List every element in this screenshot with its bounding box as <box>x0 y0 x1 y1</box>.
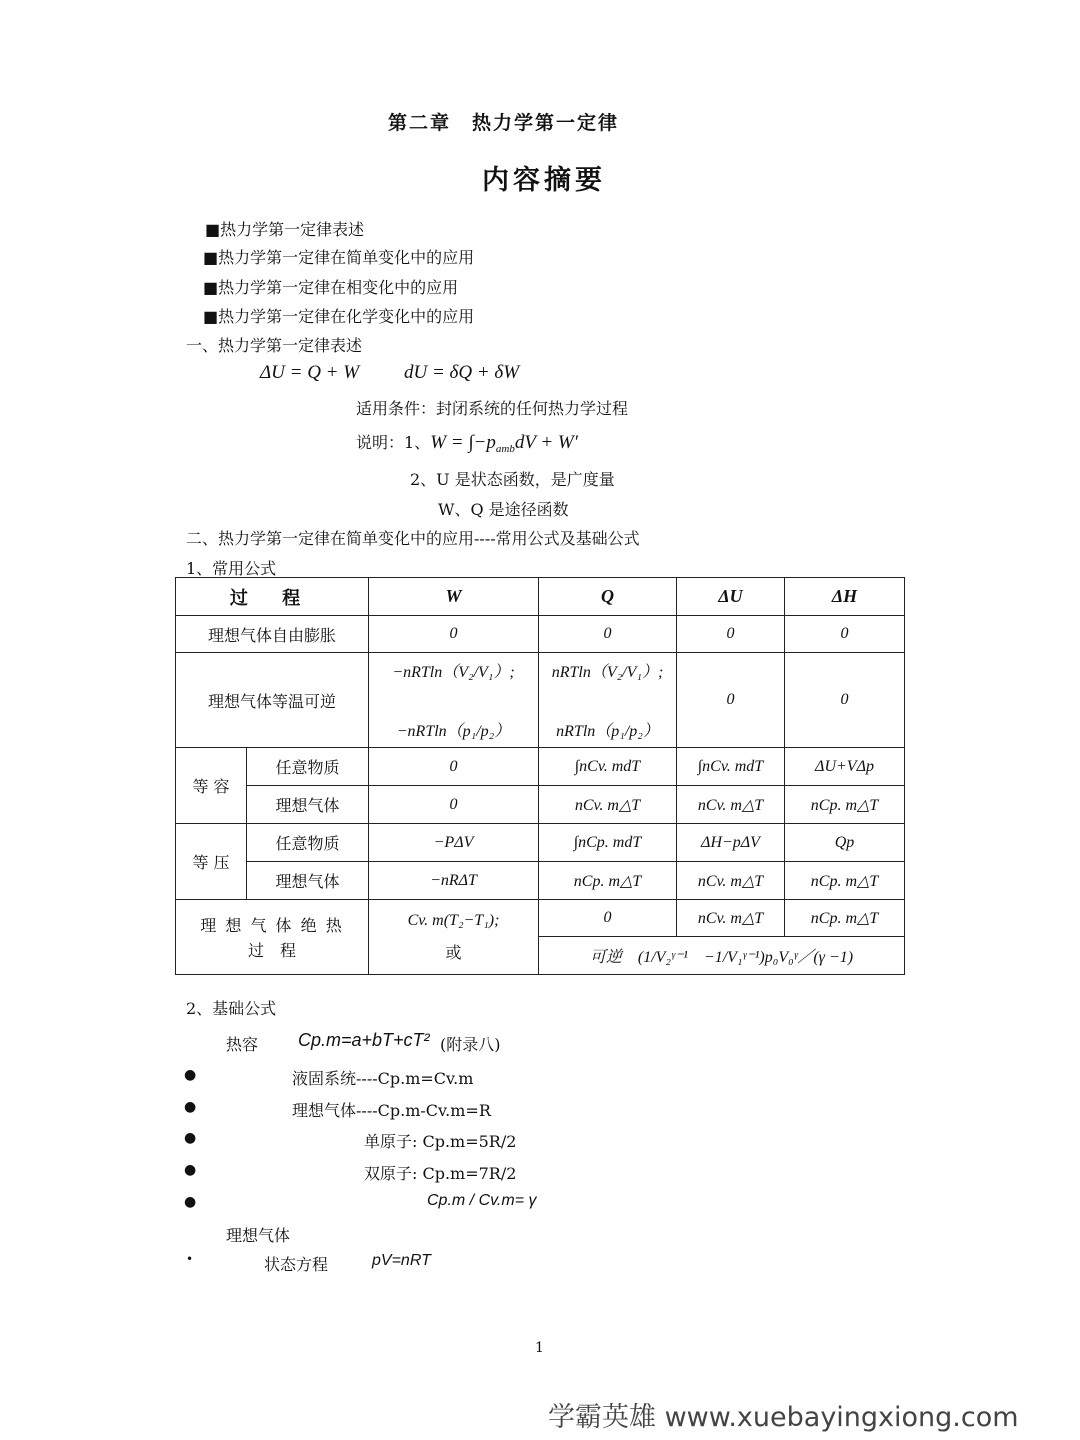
cell-value: nCv. m△T <box>539 786 677 824</box>
page-number: 1 <box>535 1340 544 1356</box>
watermark-footer: 学霸英雄 www.xuebayingxiong.com <box>548 1402 1019 1433</box>
bullet-icon: ● <box>184 1130 197 1146</box>
table-row <box>176 653 905 748</box>
cell-line: 或 <box>445 944 462 962</box>
cell-line: nRTln（V₂/V₁）; <box>551 664 664 681</box>
cell-value: nCp. m△T <box>539 862 677 900</box>
outline-item: ■热力学第一定律在相变化中的应用 <box>203 278 459 297</box>
state-equation-formula: pV=nRT <box>372 1252 431 1269</box>
cell-line: −nRTln（p₁/p₂） <box>396 723 511 740</box>
outline-item: ■热力学第一定律在简单变化中的应用 <box>203 248 475 267</box>
cell-value: ΔH−pΔV <box>677 824 785 862</box>
table-row <box>176 900 905 937</box>
work-formula-sub: amb <box>495 443 515 456</box>
cell-value: 0 <box>369 748 539 786</box>
heat-capacity-label: 热容 <box>226 1035 259 1054</box>
cell-value: −PΔV <box>369 824 539 862</box>
cell-value: ∫nCv. mdT <box>539 748 677 786</box>
common-formulas-heading: 1、常用公式 <box>186 559 277 578</box>
cell-value: ∫nCp. mdT <box>539 824 677 862</box>
cell-value: nCv. m△T <box>677 786 785 824</box>
cell-value: nCp. m△T <box>785 862 905 900</box>
header-process: 过 程 <box>176 578 369 616</box>
list-item: 理想气体----Cp.m-Cv.m=R <box>292 1101 491 1120</box>
row-label: 理想气体等温可逆 <box>176 653 369 748</box>
header-q: Q <box>539 578 677 616</box>
cell-value <box>539 653 677 748</box>
row-label-line: 过 程 <box>247 941 296 960</box>
row-label: 理想气体自由膨胀 <box>176 616 369 653</box>
table-header-row <box>176 578 905 616</box>
cell-value: 0 <box>785 653 905 748</box>
list-item: 液固系统----Cp.m=Cv.m <box>292 1069 474 1088</box>
chapter-title: 第二章 热力学第一定律 <box>388 112 620 134</box>
cell-line: −nRTln（V₂/V₁）; <box>392 664 515 681</box>
cell-value: ΔU+VΔp <box>785 748 905 786</box>
small-bullet-icon: • <box>186 1252 194 1266</box>
note-1 <box>356 430 578 455</box>
row-label: 理想气体 <box>247 862 369 900</box>
table-row <box>176 616 905 653</box>
note-1-prefix: 说明：1、 <box>356 433 431 452</box>
cell-line: Cv. m(T₂−T₁); <box>407 911 500 929</box>
section1-heading: 一、热力学第一定律表述 <box>186 336 363 355</box>
list-item: Cp.m / Cv.m= γ <box>427 1192 537 1209</box>
cell-line: nRTln（p₁/p₂） <box>556 723 659 740</box>
row-label: 任意物质 <box>247 748 369 786</box>
cell-value: 0 <box>369 786 539 824</box>
ideal-gas-label: 理想气体 <box>226 1226 291 1245</box>
cell-value: nCp. m△T <box>785 786 905 824</box>
note-2: 2、U 是状态函数，是广度量 <box>410 470 615 489</box>
cell-value: ∫nCv. mdT <box>677 748 785 786</box>
row-label <box>176 900 369 975</box>
table-row <box>176 786 905 824</box>
table-row <box>176 862 905 900</box>
cell-value: nCp. m△T <box>785 900 905 937</box>
table-row <box>176 748 905 786</box>
bullet-icon: ● <box>184 1194 197 1210</box>
header-dh: ΔH <box>785 578 905 616</box>
note-3: W、Q 是途径函数 <box>438 500 569 519</box>
header-w: W <box>369 578 539 616</box>
row-label-line: 理 想 气 体 绝 热 <box>200 916 344 935</box>
cell-value: nCv. m△T <box>677 862 785 900</box>
group-label: 等 容 <box>176 748 247 824</box>
cell-value: Qp <box>785 824 905 862</box>
cell-value: 0 <box>539 616 677 653</box>
row-label: 任意物质 <box>247 824 369 862</box>
work-formula-tail: dV + W′ <box>514 432 578 453</box>
work-formula: W = ∫−p <box>430 432 496 453</box>
outline-item: ■热力学第一定律表述 <box>205 220 365 239</box>
heat-capacity-formula: Cp.m=a+bT+cT² <box>298 1030 430 1050</box>
bullet-icon: ● <box>184 1067 197 1083</box>
table-row <box>176 824 905 862</box>
formula-table <box>175 577 905 975</box>
heat-capacity-note: (附录八) <box>440 1035 501 1054</box>
cell-value: 0 <box>785 616 905 653</box>
cell-value <box>369 653 539 748</box>
cell-value: 0 <box>539 900 677 937</box>
state-equation-label: 状态方程 <box>264 1255 329 1274</box>
cell-value <box>369 900 539 975</box>
bullet-icon: ● <box>184 1162 197 1178</box>
condition-text: 适用条件：封闭系统的任何热力学过程 <box>356 399 629 418</box>
cell-value: 可逆 (1/V₂ᵞ⁻¹ −1/V₁ᵞ⁻¹)p₀V₀ᵞ／(γ −1) <box>539 937 905 975</box>
cell-value: 0 <box>369 616 539 653</box>
list-item: 单原子: Cp.m=5R/2 <box>364 1132 517 1151</box>
row-label: 理想气体 <box>247 786 369 824</box>
first-law-differential: dU = δQ + δW <box>404 362 520 383</box>
basic-formulas-heading: 2、基础公式 <box>186 999 277 1018</box>
cell-value: 0 <box>677 616 785 653</box>
cell-value: nCv. m△T <box>677 900 785 937</box>
list-item: 双原子: Cp.m=7R/2 <box>364 1164 517 1183</box>
group-label: 等 压 <box>176 824 247 900</box>
cell-value: −nRΔT <box>369 862 539 900</box>
section2-heading: 二、热力学第一定律在简单变化中的应用----常用公式及基础公式 <box>186 529 640 548</box>
summary-title: 内容摘要 <box>482 165 606 196</box>
cell-value: 0 <box>677 653 785 748</box>
first-law-equation: ΔU = Q + W <box>260 362 360 383</box>
header-du: ΔU <box>677 578 785 616</box>
outline-item: ■热力学第一定律在化学变化中的应用 <box>203 307 475 326</box>
bullet-icon: ● <box>184 1099 197 1115</box>
